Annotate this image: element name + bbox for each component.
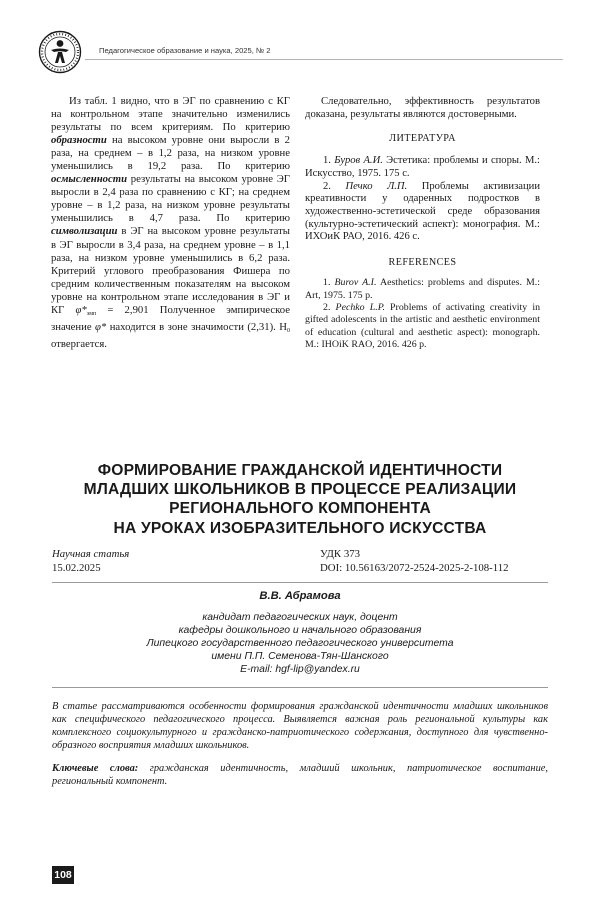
affiliation-line: кафедры дошкольного и начального образования: [178, 625, 422, 637]
article-meta-right: [320, 548, 509, 575]
text-segment: φ*: [95, 320, 107, 333]
text-segment: Из табл. 1 видно, что в ЭГ по сравнению с КГ на контрольном этапе значительно изменились результаты по всем критериям. По критерию: [51, 95, 290, 134]
literature-item: 1. Буров А.И. Эстетика: проблемы и споры. М.: Искусство, 1975. 175 с.: [305, 155, 540, 179]
text-segment: = 2,901 Полученное эмпирическое значение: [51, 303, 291, 333]
text-segment: осмысленности: [51, 173, 128, 186]
article-title-line: НА УРОКАХ ИЗОБРАЗИТЕЛЬНОГО ИСКУССТВА: [113, 519, 487, 537]
header-rule: [85, 59, 563, 60]
author-name: В.В. Абрамова: [259, 590, 341, 602]
affiliation-line: кандидат педагогических наук, доцент: [202, 612, 398, 623]
author-affiliation: [0, 611, 600, 676]
literature-heading: ЛИТЕРАТУРА: [389, 133, 456, 145]
page-number: 108: [52, 866, 74, 884]
article-title: [50, 461, 550, 538]
abstract-divider: [52, 687, 548, 688]
udc-code: УДК 373: [320, 548, 361, 560]
article-date: 15.02.2025: [52, 561, 101, 574]
article-title-line: МЛАДШИХ ШКОЛЬНИКОВ В ПРОЦЕССЕ РЕАЛИЗАЦИИ: [83, 481, 517, 499]
journal-logo: [38, 30, 82, 74]
affiliation-line: Липецкого государственного педагогического университета: [146, 638, 454, 650]
running-head: Педагогическое образование и наука, 2025, № 2: [99, 46, 271, 55]
text-segment: 0: [287, 327, 290, 334]
text-segment: символизации: [51, 225, 118, 238]
article-title-line: ФОРМИРОВАНИЕ ГРАЖДАНСКОЙ ИДЕНТИЧНОСТИ: [97, 462, 503, 479]
text-segment: на высоком уровне они выросли в 2 раза, на среднем – в 1,2 раза, на низком уровне уменьшились в 19,2 раза. По критерию: [51, 134, 290, 173]
reference-item: 1. Burov A.I. Aesthetics: problems and disputes. M.: Art, 1975. 175 p.: [305, 277, 540, 301]
reference-item: 2. Pechko L.P. Problems of activating creativity in gifted adolescents in the artistic and aesthetic environment of education (cultural and aesthetic aspect): monograph. M.: IHOiK RAO, 2016. 426 p.: [305, 301, 541, 351]
conclusion-paragraph: Следовательно, эффективность результатов доказана, результаты являются достоверными.: [305, 95, 540, 121]
article-type: Научная статья: [52, 548, 130, 560]
author-email[interactable]: E-mail: hgf-lip@yandex.ru: [240, 664, 360, 676]
text-segment: результаты на высоком уровне ЭГ выросли в 2,4 раза по сравнению с КГ; на среднем уровне – в 1,2 раза, на низком уровне результаты уменьшились в 4,7 раза. По критерию: [51, 173, 290, 225]
text-segment: эмп: [86, 310, 97, 317]
text-segment: φ*: [75, 303, 87, 316]
text-segment: образности: [51, 134, 107, 147]
keywords: [52, 762, 548, 788]
abstract: В статье рассматриваются особенности формирования гражданской идентичности младших школьников как специфического педагогического процесса. Выявляется важная роль региональной культуры как комплексного социокультурного и гражданско-патриотического содержания, доступного для чувственно-образного восприятия младших школьников.: [52, 701, 548, 752]
text-segment: отвергается.: [51, 337, 107, 350]
affiliation-line: имени П.П. Семенова-Тян-Шанского: [211, 651, 389, 663]
article-meta-left: [52, 548, 129, 575]
text-segment: в ЭГ на высоком уровне результаты в ЭГ выросли в 3,4 раза, на среднем уровне – в 1,1 раза, на низком уровне уменьшились в 6,2 раза. Критерий углового преобразования Фишера по средним количественным показателям на высоком уровне на контрольном этапе исследования в ЭГ и КГ: [51, 225, 290, 316]
keywords-label: Ключевые слова:: [52, 763, 139, 774]
results-paragraph: [51, 95, 290, 351]
literature-item: 2. Печко Л.П. Проблемы активизации креативности у одаренных подростков в художественно-эстетической среде образования (культурно-эстетический аспект): монография. М.: ИХОиК РАО, 2016. 426 с.: [305, 180, 540, 243]
left-column: [51, 95, 290, 351]
author-divider: [52, 582, 548, 583]
text-segment: находится в зоне значимости (2,31). Н: [106, 320, 287, 333]
keywords-list: гражданская идентичность, младший школьник, патриотическое воспитание, региональный компонент.: [52, 763, 548, 788]
references-heading: REFERENCES: [388, 257, 457, 269]
doi-link[interactable]: DOI: 10.56163/2072-2524-2025-2-108-112: [320, 561, 509, 574]
article-title-line: РЕГИОНАЛЬНОГО КОМПОНЕНТА: [169, 500, 431, 518]
right-column: [305, 95, 540, 352]
